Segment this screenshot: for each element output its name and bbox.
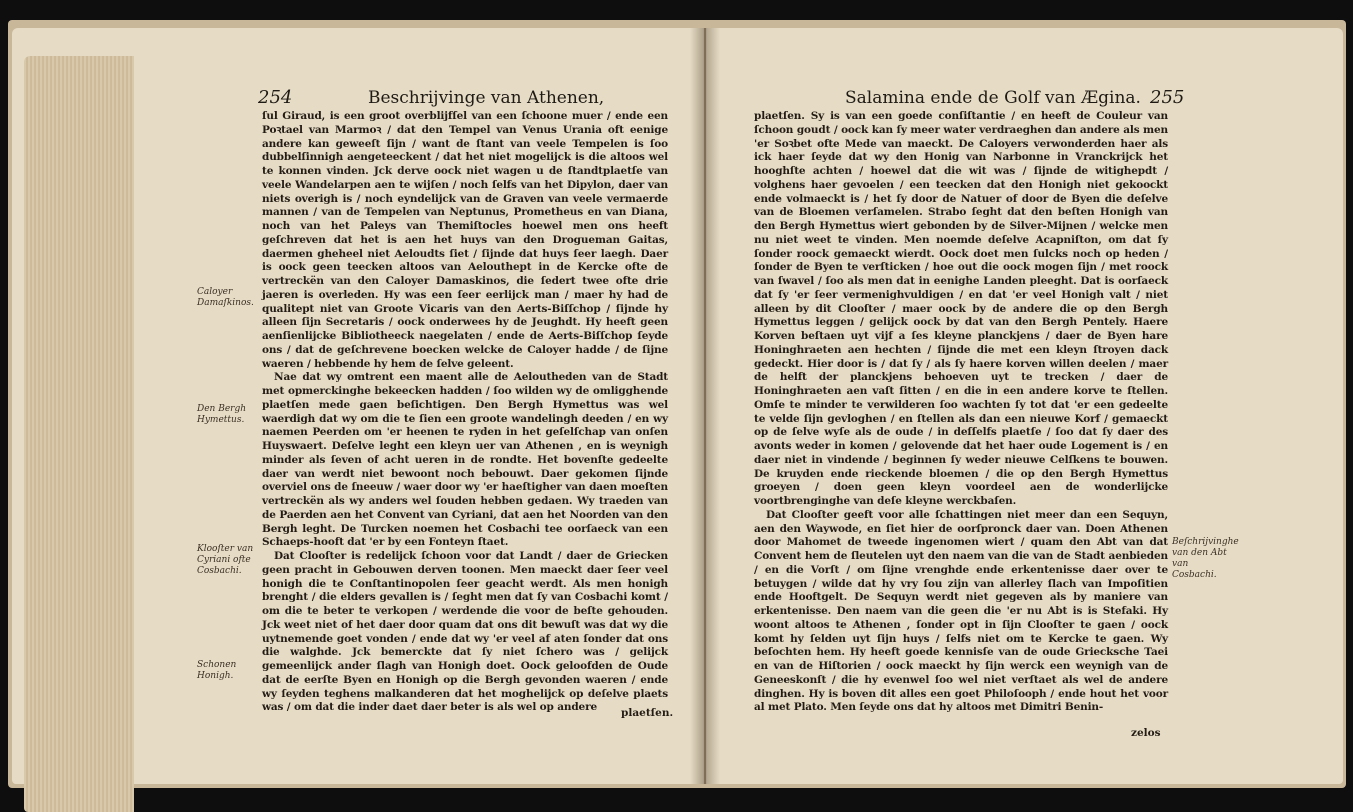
left-catchword: plaetſen. — [621, 707, 674, 719]
left-margin-note: Den Bergh Hymettus. — [197, 404, 246, 425]
right-paragraph: plaetſen. Sy is van een goede conſiſtantie / en heeft de Couleur van ſchoon goudt / oock kan ſy meer water verdraeghen dan andere als men 'er Soꝛbet ofte Mede van maeckt. De Caloyers verwonderden haer als ick haer ſeyde dat wy den Honig van Narbonne in Vranckrijck het hooghſte achten / hoewel dat die wit was / ſijnde de witighepdt / volghens haer gevoelen / een teecken dat den Honigh niet gekoockt ende volmaeckt is / het ſy door de Natuer of door de Byen die deſelve van de Bloemen verſamelen. Strabo ſeght dat den beſten Honigh van den Bergh Hymettus wiert gebonden by de Silver-Mijnen / welcke men nu niet weet te vinden. Men noemde deſelve Acapniſton, om dat ſy ſonder roock gemaeckt wierdt. Oock doet men ſulcks noch op heden / ſonder de Byen te verſticken / hoe out die oock mogen ſijn / met roock van ſwavel / ſoo als men dat in eenighe Landen pleeght. Dat is oorſaeck dat ſy 'er ſeer vermenighvuldigen / en dat 'er veel Honigh valt / niet alleen by dit Clooſter / maer oock by de andere die op den Bergh Hymettus leggen / gelijck oock by dat van den Bergh Pentely. Haere Korven beſtaen uyt vijf a ſes kleyne planckjens / daer de Byen hare Honinghraeten aen hechten / ſijnde die met een kleyn ſtroyen dack gedeckt. Hier door is / dat ſy / als ſy haere korven willen deelen / maer de helft der planckjens behoeven uyt te trecken / daer de Honinghraeten aen vaſt ſitten / en die in een andere korve te ſtellen. Omſe te minder te verwilderen ſoo wachten ſy tot dat 'er een gedeelte te velde ſijn gevloghen / en ſtellen als dan een nieuwe Korf / gemaeckt op de ſelve wyſe als de oude / in deſſelfs plaetſe / ſoo dat ſy daer des avonts weder in komen / gelovende dat het haer oude Logement is / en daer niet in vindende / beginnen ſy weder nieuwe Celſkens te bouwen. De kruyden ende rieckende bloemen / die op den Bergh Hymettus groeyen / doen geen kleyn voordeel aen de wonderlijcke voortbrenginghe van deſe kleyne werckbaſen. — [754, 110, 1168, 507]
left-margin-note: Caloyer Damaſkinos. — [197, 287, 254, 308]
right-paragraph: Dat Clooſter geeft voor alle ſchattingen niet meer dan een Sequyn, aen den Waywode, en ſiet hier de oorſpronck daer van. Doen Athenen door Mahomet de tweede ingenomen wiert / quam den Abt van dat Convent hem de ſleutelen uyt den naem van die van de Stadt aenbieden / en die Vorſt / om ſijne vrenghde ende erkentenisse daer over te betuygen / wilde dat hy vry ſou zijn van allerley ſlach van Impoſitien ende Hooftgelt. De Sequyn werdt niet gegeven als by maniere van erkentenisse. Den naem van die geen die 'er nu Abt is is Stefaki. Hy woont altoos te Athenen , ſonder opt in ſijn Clooſter te gaen / oock komt hy ſelden uyt ſijn huys / ſelfs niet om te Kercke te gaen. Wy beſochten hem. Hy heeft goede kennisſe van de oude Griecksche Taei en van de Hiſtorien / oock maeckt hy ſijn werck een weynigh van de Geneeskonſt / die hy evenwel ſoo wel niet verſtaet als wel de andere dinghen. Hy is boven dit alles een goet Philoſooph / ende hout het voor al met Plato. Men ſeyde ons dat hy altoos met Dimitri Benin- — [754, 508, 1168, 714]
right-body — [754, 110, 1168, 726]
left-margin-note: Klooſter van Cyriani ofte Cosbachi. — [197, 544, 254, 576]
right-catchword: zelos — [1131, 727, 1161, 739]
left-running-title: Beschrijvinge van Athenen, — [368, 88, 605, 108]
right-page-number: 255 — [1150, 87, 1185, 108]
left-paragraph: Dat Clooſter is redelijck ſchoon voor dat Landt / daer de Griecken geen pracht in Gebouwen derven toonen. Men maeckt daer ſeer veel honigh die te Conſtantinopolen ſeer geacht werdt. Als men honigh brenght / die elders gevallen is / ſeght men dat ſy van Cosbachi komt / om die te beter te verkopen / werdende die voor de beſte gehouden. Jck weet niet of het daer door quam dat ons dit bewuſt was dat wy die uytnemende goet vonden / ende dat wy 'er veel af aten ſonder dat ons die walghde. Jck bemerckte dat ſy niet ſchero was / gelijck gemeenlijck ander ſlagh van Honigh doet. Oock geloofden de Oude dat de eerſte Byen en Honigh op die Bergh gevonden waeren / ende wy ſeyden teghens malkanderen dat het moghelijck op deſelve plaets was / om dat die inder daet daer beter is als wel op andere — [262, 550, 668, 714]
left-body — [262, 110, 668, 714]
page-edges — [24, 56, 134, 812]
left-paragraph: Nae dat wy omtrent een maent alle de Aeloutheden van de Stadt met opmerckinghe bekeecken hadden / ſoo wilden wy de omligghende plaetſen mede gaen beſichtigen. Den Bergh Hymettus was wel waerdigh dat wy om die te ſien een groote wandelingh deeden / en wy naemen Peerden om 'er heenen te ryden in het geſelſchap van onſen Huyswaert. Deſelve leght een kleyn uer van Athenen , en is weynigh minder als ſeven of acht ueren in de rondte. Het bovenſte gedeelte daer van werdt niet bewoont noch bebouwt. Daer gekomen ſijnde overviel ons de ſneeuw / waer door wy 'er haeſtigher van daen moeſten vertreckën als wy anders wel ſouden hebben gedaen. Wy traeden van de Paerden aen het Convent van Cyriani, dat aen het Noorden van den Bergh leght. De Turcken noemen het Cosbachi tee oorſaeck van een Schaeps-hooft dat 'er by een Fonteyn ſtaet. — [262, 371, 668, 549]
left-margin-note: Schonen Honigh. — [197, 660, 237, 681]
left-paragraph: ſul Giraud, is een groot overblijfſel van een ſchoone muer / ende een Poꝛtael van Marmoꝛ / dat den Tempel van Venus Urania oft eenige andere kan geweeſt ſijn / want de ſtant van veele Tempelen is ſoo dubbelſinnigh aengeteeckent / dat het niet mogelijck is die altoos wel te konnen vinden. Jck derve oock niet wagen u de ſtandtplaetſe van veele Wandelarpen aen te wijſen / noch ſelfs van het Dipylon, daer van niets overigh is / noch eyndelijck van de Graven van veele vermaerde mannen / van de Tempelen van Neptunus, Prometheus en van Diana, noch van het Paleys van Themiſtocles hoewel men ons heeft geſchreven dat het is aen het huys van den Drogueman Gaitas, daermen gheheel niet Aeloudts ſiet / ſijnde dat huys ſeer laegh. Daer is oock geen teecken altoos van Aelouthept in de Kercke ofte de vertreckën van den Caloyer Damaskinos, die ſedert twee ofte drie jaeren is overleden. Hy was een ſeer eerlijck man / maer hy had de qualitept niet van Groote Vicaris van den Aerts-Biſſchop / ſijnde hy alleen ſijn Secretaris / oock onderwees hy de Jeughdt. Hy heeft geen aenſienlijcke Bibliotheeck naegelaten / ende de Aerts-Biſſchop ſeyde ons / dat de geſchrevene boecken welcke de Caloyer hadde / de ſijne waeren / hebbende hy hem de ſelve geleent. — [262, 110, 668, 370]
right-running-title: Salamina ende de Golf van Ægina. — [845, 88, 1141, 108]
right-margin-note: Beſchrijvinghe van den Abt van Cosbachi. — [1172, 537, 1239, 580]
left-page-number: 254 — [258, 87, 293, 108]
